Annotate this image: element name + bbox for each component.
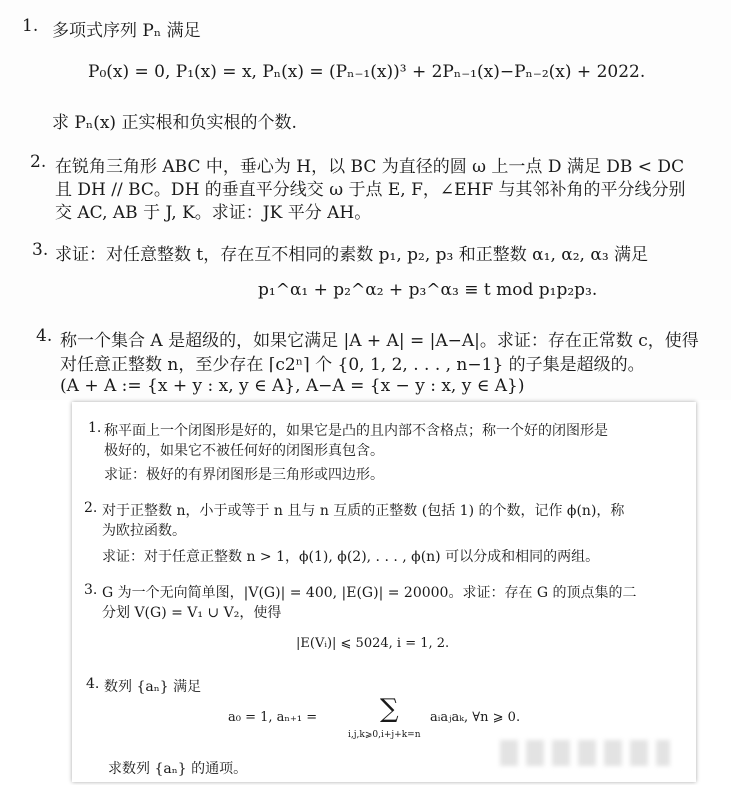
problem-4-line-1: 称一个集合 A 是超级的，如果它满足 |A + A| = |A−A|。求证：存在正常数 c，使得 [60, 331, 699, 351]
bottom-problem-2-line-3: 求证：对于任意正整数 n > 1，ϕ(1), ϕ(2), . . . , ϕ(n) 可以分成和相同的两组。 [102, 549, 600, 565]
problem-4-line-2: 对任意正整数 n，至少存在 ⌈c2ⁿ⌉ 个 {0, 1, 2, . . . , n−1} 的子集是超级的。 [60, 355, 645, 375]
bottom-problem-1-line-2: 极好的，如果它不被任何好的闭图形真包含。 [104, 443, 384, 459]
summation-limits: i,j,k⩾0,i+j+k=n [348, 730, 421, 740]
bottom-problem-2-line-1: 对于正整数 n，小于或等于 n 且与 n 互质的正整数 (包括 1) 的个数，记作 ϕ(n)，称 [102, 503, 625, 519]
bottom-problem-4-number: 4. [86, 676, 100, 692]
bottom-problem-2-line-2: 为欧拉函数。 [102, 523, 186, 539]
problem-2-line-1: 在锐角三角形 ABC 中，垂心为 H，以 BC 为直径的圆 ω 上一点 D 满足 DB < DC [55, 157, 685, 177]
problem-3-number: 3. [32, 240, 49, 260]
bottom-problem-3-line-1: G 为一个无向简单图，|V(G)| = 400, |E(G)| = 20000。求证：存在 G 的顶点集的二 [102, 585, 637, 601]
bottom-problem-3-equation: |E(Vᵢ)| ⩽ 5024, i = 1, 2. [296, 636, 450, 651]
bottom-problem-3-line-2: 分划 V(G) = V₁ ∪ V₂，使得 [102, 605, 282, 621]
bottom-problem-3-number: 3. [84, 582, 98, 598]
problem-1-equation: P₀(x) = 0, P₁(x) = x, Pₙ(x) = (Pₙ₋₁(x))³ + 2Pₙ₋₁(x)−Pₙ₋₂(x) + 2022. [88, 62, 646, 82]
problem-4-number: 4. [36, 326, 53, 346]
problem-1-number: 1. [22, 16, 39, 36]
bottom-problem-1-line-1: 称平面上一个闭图形是好的，如果它是凸的且内部不含格点；称一个好的闭图形是 [104, 423, 608, 439]
problem-3-line-1: 求证：对任意整数 t，存在互不相同的素数 p₁, p₂, p₃ 和正整数 α₁, α₂, α₃ 满足 [55, 245, 649, 265]
problem-2-line-3: 交 AC, AB 于 J, K。求证：JK 平分 AH。 [55, 203, 372, 223]
bottom-problem-4-equation-right: aᵢaⱼaₖ, ∀n ⩾ 0. [430, 710, 521, 725]
bottom-problem-1-number: 1. [88, 420, 102, 436]
problem-1-line-2: 求 Pₙ(x) 正实根和负实根的个数. [52, 113, 297, 133]
bottom-problem-1-line-3: 求证：极好的有界闭图形是三角形或四边形。 [104, 467, 384, 483]
problem-2-number: 2. [30, 152, 47, 172]
problem-2-line-2: 且 DH // BC。DH 的垂直平分线交 ω 于点 E, F，∠EHF 与其邻补角的平分线分别 [55, 180, 686, 200]
problem-4-line-3: (A + A := {x + y : x, y ∈ A}, A−A = {x − y : x, y ∈ A}) [60, 376, 525, 396]
bottom-problem-2-number: 2. [84, 500, 98, 516]
summation-sign: ∑ [380, 694, 399, 724]
bottom-problem-4-line-2: 求数列 {aₙ} 的通项。 [108, 761, 248, 777]
problem-1-line-1: 多项式序列 Pₙ 满足 [52, 21, 201, 41]
bottom-problem-4-equation-left: a₀ = 1, aₙ₊₁ = [228, 710, 318, 725]
problem-3-equation: p₁^α₁ + p₂^α₂ + p₃^α₃ ≡ t mod p₁p₂p₃. [258, 280, 598, 300]
blurred-watermark [500, 740, 670, 766]
bottom-problem-4-line-1: 数列 {aₙ} 满足 [104, 679, 202, 695]
